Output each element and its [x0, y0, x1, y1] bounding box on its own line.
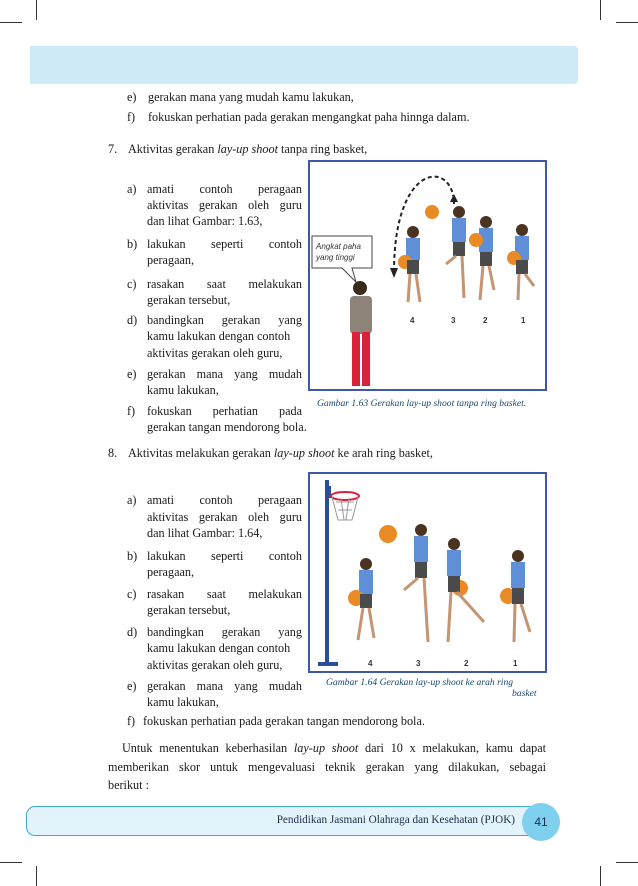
list-item-line: gerakan mana yang mudah	[147, 679, 302, 693]
list-marker: d)	[127, 625, 138, 639]
paragraph-line: berikut :	[108, 778, 149, 792]
header-band	[30, 46, 578, 84]
figure-1-64	[308, 472, 548, 674]
list-marker: b)	[127, 237, 138, 251]
figure-number: 1	[521, 316, 526, 325]
page-number: 41	[522, 803, 560, 841]
list-marker: a)	[127, 182, 137, 196]
footer-bar	[26, 806, 548, 836]
list-marker: f)	[127, 110, 136, 124]
item-7-number: 7.	[108, 142, 118, 156]
figure-number: 3	[416, 659, 421, 668]
list-item-line: aktivitas gerakan oleh guru,	[147, 346, 283, 360]
crop-mark	[616, 862, 638, 863]
list-item-line: rasakan saat melakukan	[147, 277, 302, 291]
figure-number: 1	[513, 659, 518, 668]
list-item-line: gerakan tersebut,	[147, 293, 231, 307]
speech-text: Angkat paha yang tinggi	[316, 242, 361, 262]
list-item-line: rasakan saat melakukan	[147, 587, 302, 601]
figure-number: 2	[483, 316, 488, 325]
crop-mark	[600, 866, 601, 886]
list-item-line: aktivitas gerakan oleh guru	[147, 198, 302, 212]
list-item: fokuskan perhatian pada gerakan tangan mendorong bola.	[143, 714, 425, 728]
list-item-line: kamu lakukan dengan contoh	[147, 329, 291, 343]
list-item-line: gerakan mana yang mudah	[147, 367, 302, 381]
list-item: gerakan mana yang mudah kamu lakukan,	[148, 90, 354, 104]
crop-mark	[0, 22, 22, 23]
list-item-line: peragaan,	[147, 253, 195, 267]
paragraph-line: memberikan skor untuk mengevaluasi teknik gerakan yang dilakukan, sebagai	[108, 760, 546, 774]
list-item-line: aktivitas gerakan oleh guru	[147, 510, 302, 524]
list-marker: f)	[127, 714, 136, 728]
list-item-line: dan lihat Gambar: 1.64,	[147, 526, 263, 540]
list-marker: f)	[127, 404, 136, 418]
list-item-line: amati contoh peragaan	[147, 182, 302, 196]
list-item-line: kamu lakukan,	[147, 695, 219, 709]
figure-number: 3	[451, 316, 456, 325]
list-item-line: kamu lakukan dengan contoh	[147, 641, 291, 655]
list-item-line: dan lihat Gambar: 1.63,	[147, 214, 263, 228]
list-marker: e)	[127, 367, 137, 381]
list-item-line: bandingkan gerakan yang	[147, 625, 302, 639]
list-marker: c)	[127, 277, 137, 291]
list-marker: e)	[127, 679, 137, 693]
list-marker: b)	[127, 549, 138, 563]
list-item-line: kamu lakukan,	[147, 383, 219, 397]
figure-caption: basket	[512, 688, 537, 699]
figure-number: 4	[410, 316, 415, 325]
list-item-line: fokuskan perhatian pada	[147, 404, 302, 418]
list-marker: c)	[127, 587, 137, 601]
crop-mark	[0, 862, 22, 863]
item-7-heading: Aktivitas gerakan lay-up shoot tanpa ring basket,	[128, 142, 368, 156]
figure-caption: Gambar 1.63 Gerakan lay-up shoot tanpa ring basket.	[317, 398, 527, 409]
figure-number: 2	[464, 659, 469, 668]
book-title: Pendidikan Jasmani Olahraga dan Kesehatan (PJOK)	[276, 814, 515, 826]
list-item-line: gerakan tangan mendorong bola.	[147, 420, 307, 434]
list-marker: e)	[127, 90, 137, 104]
list-item-line: aktivitas gerakan oleh guru,	[147, 658, 283, 672]
item-8-number: 8.	[108, 446, 118, 460]
list-marker: a)	[127, 493, 137, 507]
crop-mark	[36, 866, 37, 886]
list-item-line: lakukan seperti contoh	[147, 237, 302, 251]
list-item-line: peragaan,	[147, 565, 195, 579]
figure-caption: Gambar 1.64 Gerakan lay-up shoot ke arah ring	[326, 677, 514, 688]
item-8-heading: Aktivitas melakukan gerakan lay-up shoot ke arah ring basket,	[128, 446, 433, 460]
list-item-line: bandingkan gerakan yang	[147, 313, 302, 327]
crop-mark	[600, 0, 601, 20]
basket-pole	[325, 480, 329, 664]
figure-number: 4	[368, 659, 373, 668]
crop-mark	[36, 0, 37, 20]
list-marker: d)	[127, 313, 138, 327]
list-item-line: gerakan tersebut,	[147, 603, 231, 617]
list-item-line: lakukan seperti contoh	[147, 549, 302, 563]
list-item: fokuskan perhatian pada gerakan mengangkat paha hinnga dalam.	[148, 110, 470, 124]
figure-1-63	[308, 160, 548, 412]
crop-mark	[616, 22, 638, 23]
paragraph-line: Untuk menentukan keberhasilan lay-up shoot dari 10 x melakukan, kamu dapat	[122, 741, 546, 755]
list-item-line: amati contoh peragaan	[147, 493, 302, 507]
